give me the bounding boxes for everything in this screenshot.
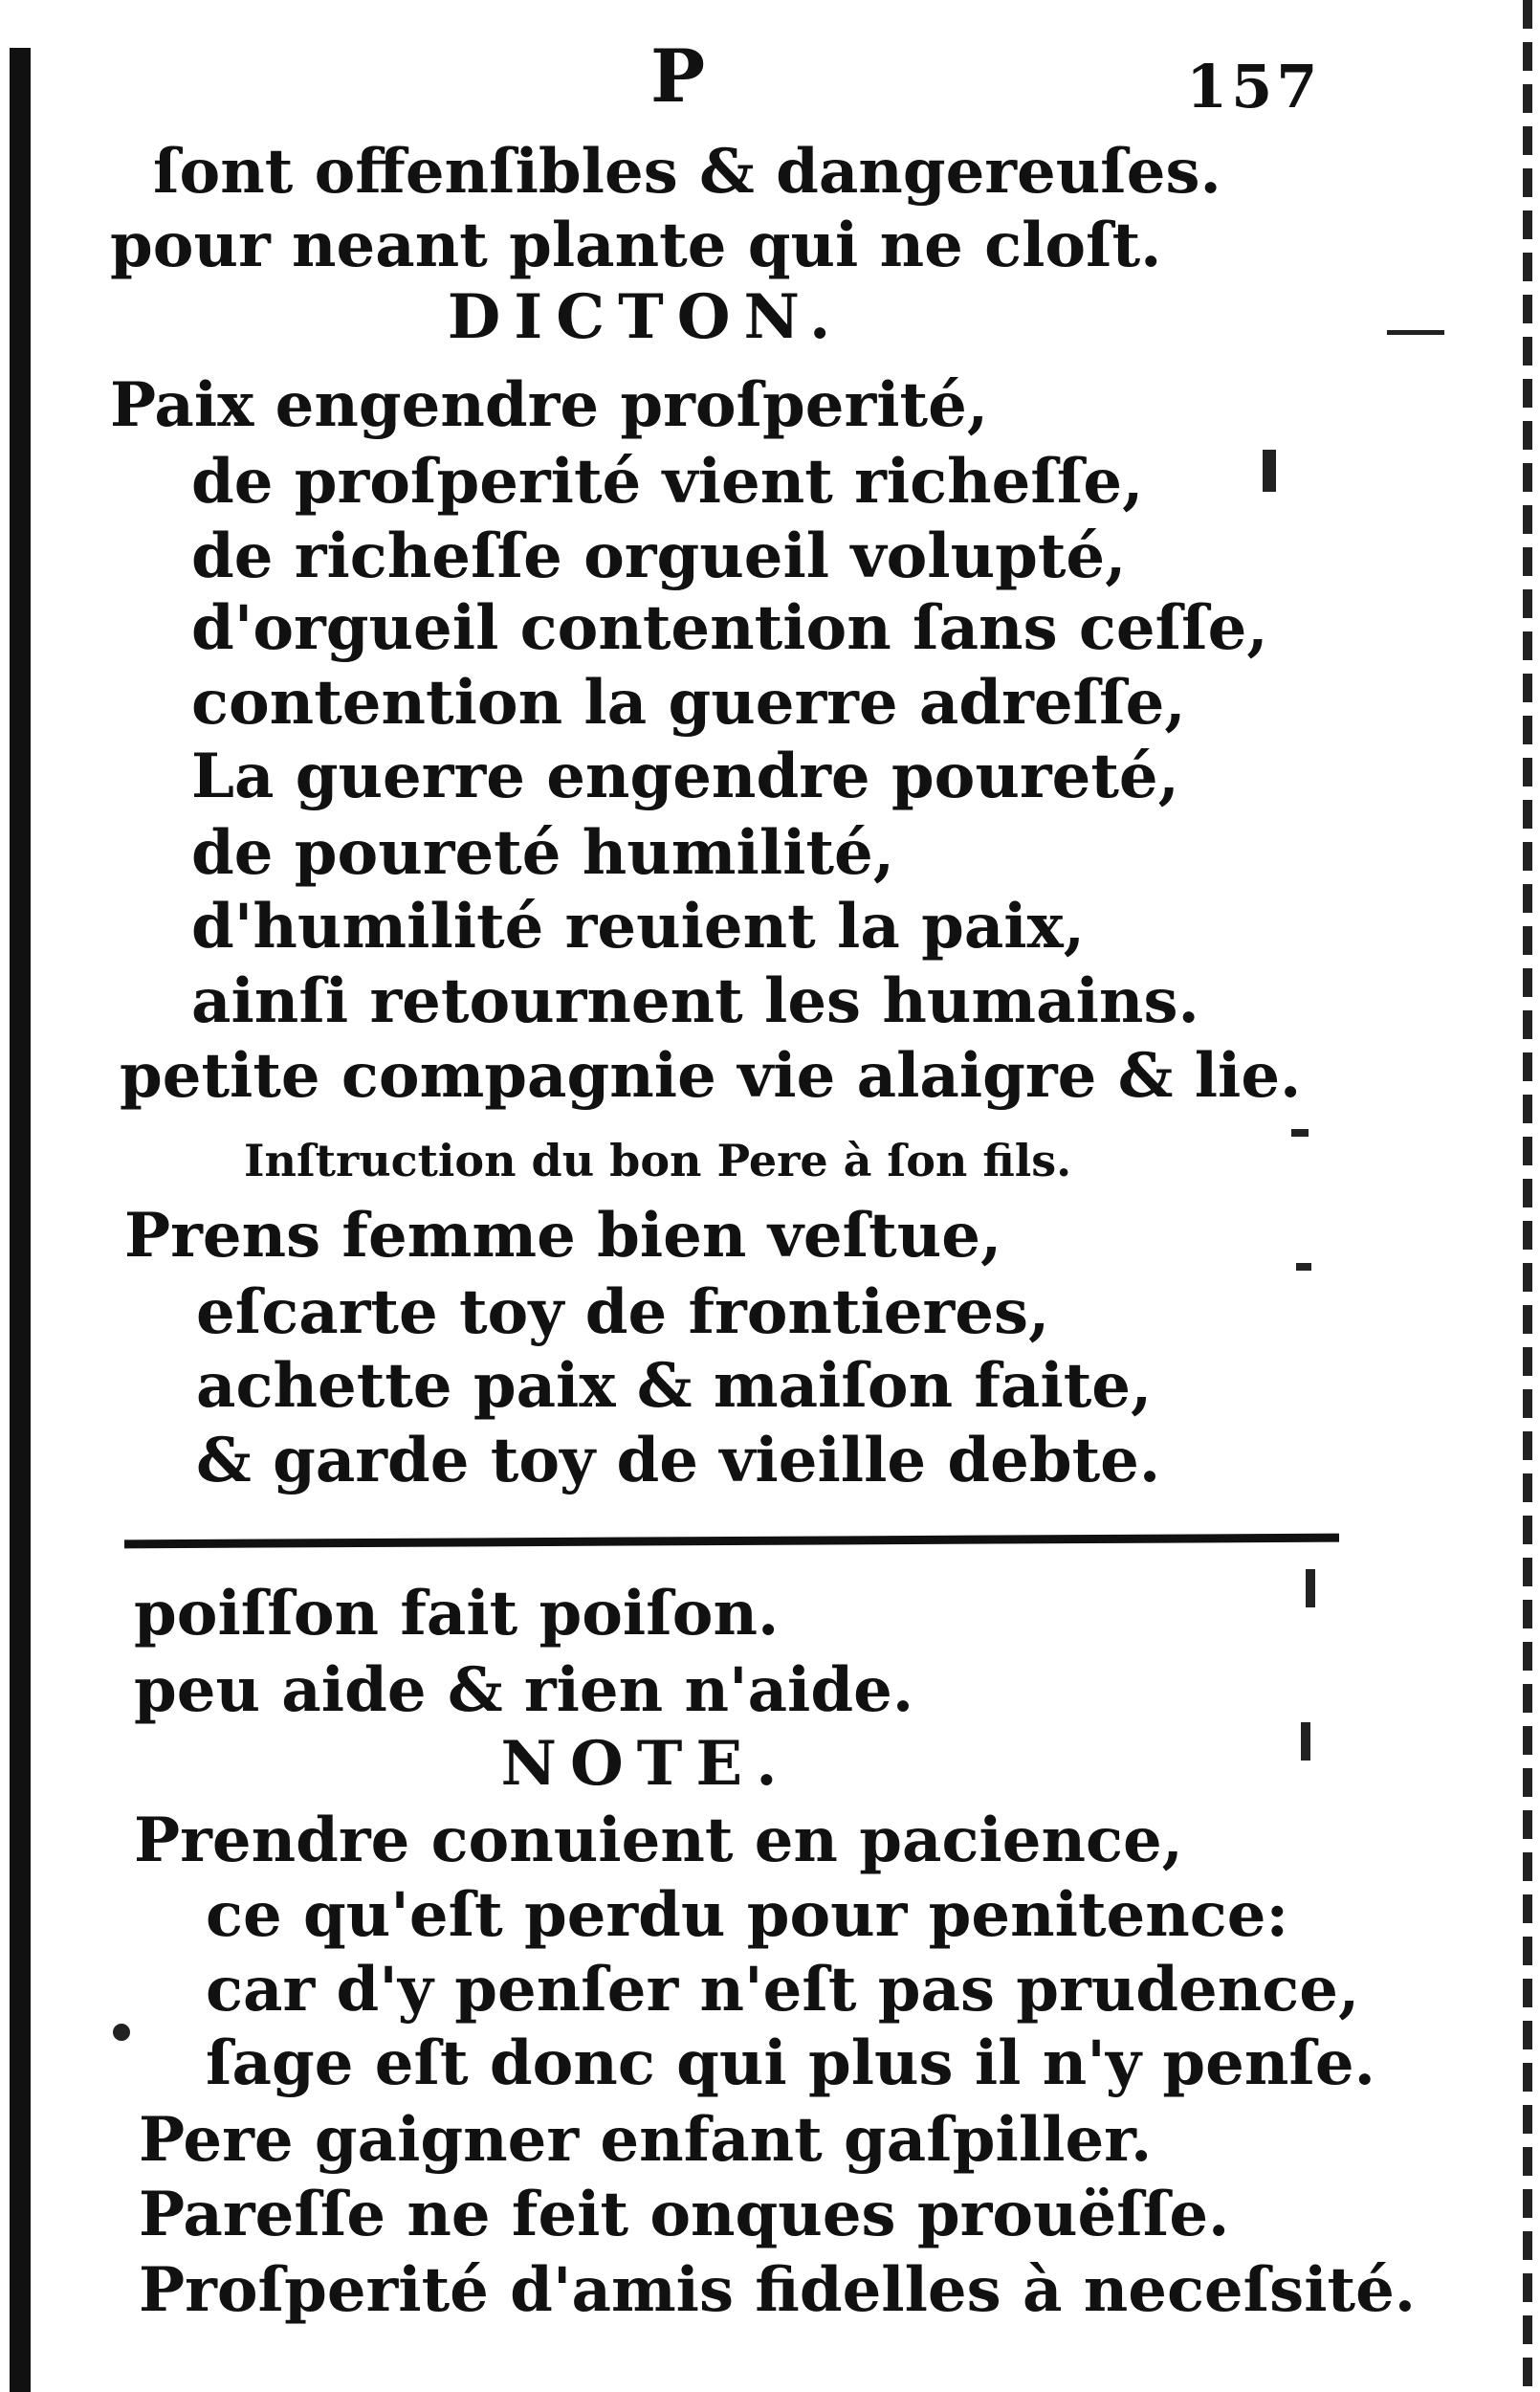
- instruction-line: Prens femme bien veſtue,: [124, 1200, 1002, 1272]
- verse-line: contention la guerre adreſſe,: [191, 667, 1186, 739]
- page-edge-shadow: [1523, 0, 1532, 2392]
- instruction-title: Inſtruction du bon Pere à ſon fils.: [244, 1135, 1072, 1186]
- scan-mark: [1306, 1569, 1315, 1607]
- section-heading-note: NOTE.: [500, 1728, 791, 1800]
- verse-line: Prendre conuient en pacience,: [134, 1805, 1183, 1876]
- proverb-line: Pareſſe ne feit onques prouëſſe.: [139, 2179, 1230, 2250]
- verse-line: Paix engendre proſperité,: [110, 369, 989, 441]
- page-number: 157: [1186, 52, 1322, 122]
- verse-line: ainſi retournent les humains.: [191, 965, 1199, 1037]
- verse-line: La guerre engendre poureté,: [191, 741, 1179, 812]
- verse-line: d'orgueil contention ſans ceſſe,: [191, 592, 1268, 664]
- text-line: peu aide & rien n'aide.: [134, 1654, 914, 1726]
- verse-line: ce qu'eſt perdu pour penitence:: [206, 1879, 1289, 1951]
- verse-line: de proſperité vient richeſſe,: [191, 446, 1144, 518]
- proverb-line: petite compagnie vie alaigre & lie.: [120, 1040, 1302, 1112]
- scan-mark: [1296, 1263, 1311, 1271]
- scan-mark: [1301, 1722, 1310, 1761]
- scan-mark: [113, 2024, 130, 2041]
- verse-line: d'humilité reuient la paix,: [191, 891, 1086, 963]
- page-spine-shadow: [10, 48, 31, 2392]
- text-line: pour neant plante qui ne cloſt.: [110, 210, 1162, 281]
- verse-line: ſage eſt donc qui plus il n'y penſe.: [206, 2027, 1375, 2099]
- signature-mark: P: [650, 33, 706, 119]
- verse-line: de richeſſe orgueil volupté,: [191, 520, 1127, 592]
- text-line: poiſſon fait poiſon.: [134, 1578, 780, 1650]
- scan-mark: [1291, 1129, 1309, 1137]
- text-line: ſont offenſibles & dangereuſes.: [153, 136, 1221, 208]
- page-divider-rule: [124, 1534, 1339, 1549]
- verse-line: car d'y penſer n'eſt pas prudence,: [206, 1954, 1360, 2026]
- section-heading-dicton: DICTON.: [447, 281, 845, 353]
- instruction-line: eſcarte toy de frontieres,: [196, 1276, 1050, 1348]
- scan-mark: [1263, 450, 1276, 492]
- instruction-line: & garde toy de vieille debte.: [196, 1425, 1161, 1496]
- proverb-line: Pere gaigner enfant gaſpiller.: [139, 2104, 1153, 2176]
- scan-mark: [1387, 330, 1444, 335]
- verse-line: de poureté humilité,: [191, 817, 894, 889]
- proverb-line: Proſperité d'amis fidelles à neceſsité.: [139, 2254, 1417, 2326]
- instruction-line: achette paix & maiſon faite,: [196, 1350, 1153, 1422]
